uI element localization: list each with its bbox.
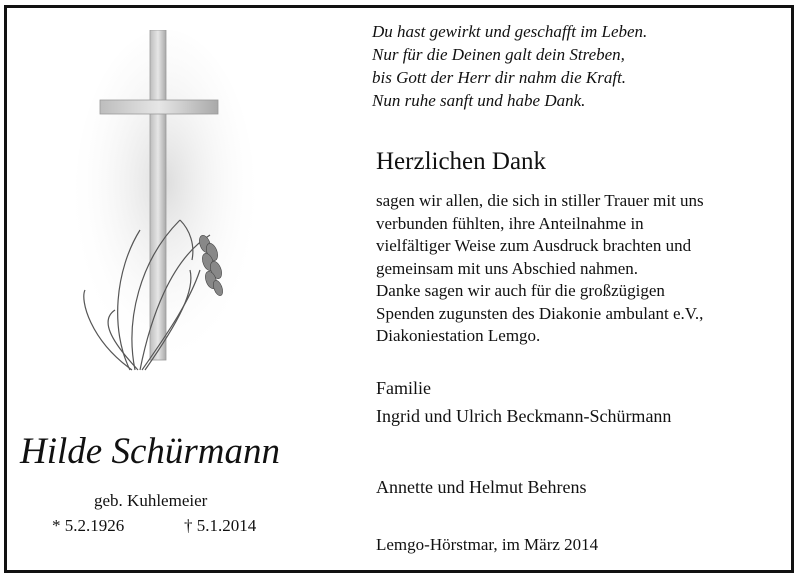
thanks-line: Danke sagen wir auch für die großzügigen — [376, 281, 665, 300]
family-names-2: Annette und Helmut Behrens — [376, 477, 587, 497]
death-date: † 5.1.2014 — [184, 516, 257, 535]
poem-line: bis Gott der Herr dir nahm die Kraft. — [372, 68, 627, 87]
birth-name: geb. Kuhlemeier — [94, 491, 208, 510]
family-label: Familie — [376, 378, 431, 398]
poem-line: Nur für die Deinen galt dein Streben, — [372, 45, 625, 64]
family-names-1: Ingrid und Ulrich Beckmann-Schürmann — [376, 406, 672, 426]
thanks-line: vielfältiger Weise zum Ausdruck brachten und — [376, 236, 692, 255]
thanks-line: gemeinsam mit uns Abschied nahmen. — [376, 258, 639, 278]
poem-line: Du hast gewirkt und geschafft im Leben. — [372, 22, 648, 41]
poem-line: Nun ruhe sanft und habe Dank. — [372, 91, 586, 110]
thanks-title: Herzlichen Dank — [376, 148, 547, 175]
birth-date: * 5.2.1926 — [52, 516, 125, 535]
deceased-name: Hilde Schürmann — [20, 431, 280, 472]
thanks-line: Spenden zugunsten des Diakonie ambulant e.V., — [376, 303, 704, 323]
cross-with-wheat-icon — [70, 30, 270, 410]
thanks-line: Diakoniestation Lemgo. — [376, 326, 541, 345]
place-date: Lemgo-Hörstmar, im März 2014 — [376, 535, 599, 554]
thanks-line: verbunden fühlten, ihre Anteilnahme in — [376, 213, 644, 233]
thanks-body — [376, 190, 786, 348]
poem — [372, 20, 647, 112]
thanks-line: sagen wir allen, die sich in stiller Trauer mit uns — [376, 191, 704, 210]
